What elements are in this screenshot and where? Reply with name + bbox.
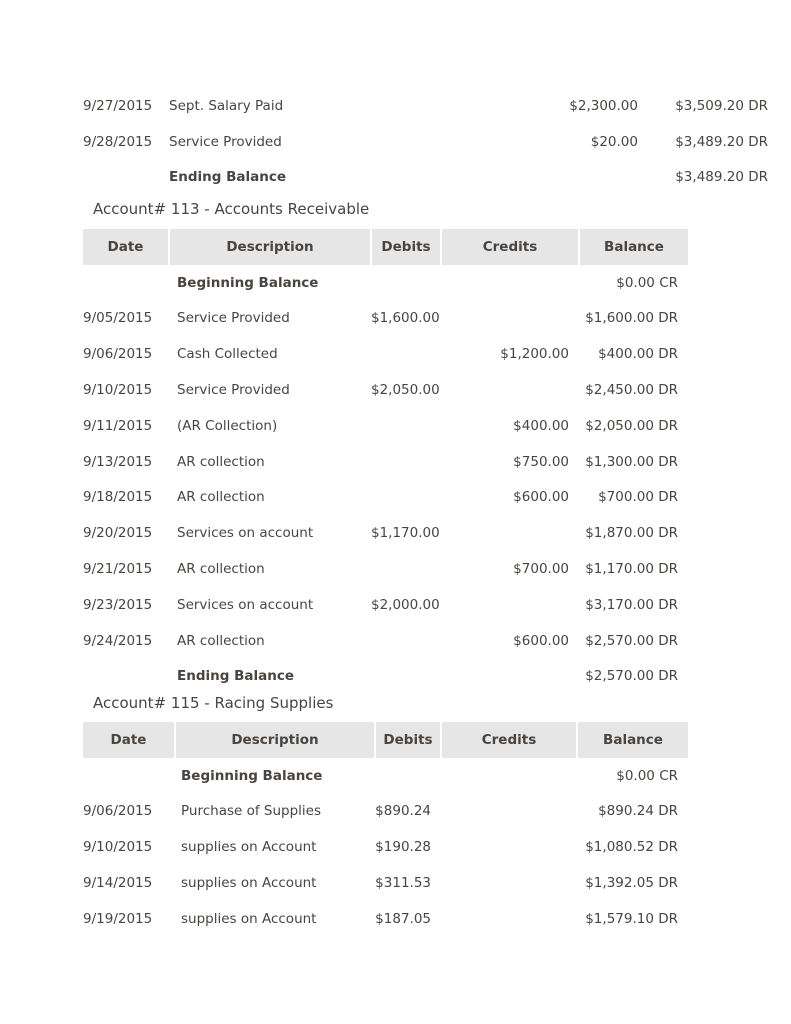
row-balance: $2,570.00 DR	[585, 668, 678, 685]
row-date: 9/06/2015	[83, 803, 153, 820]
table-row	[83, 408, 688, 444]
table-row	[83, 794, 688, 830]
table-row	[83, 480, 688, 516]
row-date: 9/06/2015	[83, 346, 153, 363]
row-balance: $3,489.20 DR	[675, 169, 768, 186]
row-balance: $2,450.00 DR	[585, 382, 678, 399]
table-row	[83, 372, 688, 408]
row-credit	[441, 372, 579, 408]
row-description: Service Provided	[177, 310, 290, 327]
row-debit	[371, 623, 441, 659]
header-date: Date	[83, 229, 169, 265]
row-balance: $1,080.52 DR	[585, 839, 678, 856]
table-row	[83, 587, 688, 623]
header-balance: Balance	[577, 722, 688, 758]
row-balance: $1,170.00 DR	[585, 561, 678, 578]
row-date: 9/14/2015	[83, 875, 153, 892]
row-balance: $2,050.00 DR	[585, 417, 678, 434]
row-date: 9/28/2015	[83, 133, 153, 150]
row-description: supplies on Account	[181, 839, 317, 856]
row-date: 9/11/2015	[83, 417, 153, 434]
row-date: 9/19/2015	[83, 910, 153, 927]
table-header-row	[83, 722, 688, 758]
row-debit	[385, 160, 483, 196]
row-credit	[441, 587, 579, 623]
row-debit	[385, 88, 483, 124]
row-balance: $400.00 DR	[598, 346, 678, 363]
row-balance: $1,300.00 DR	[585, 453, 678, 470]
row-date: 9/27/2015	[83, 97, 153, 114]
row-debit: $890.24	[375, 803, 431, 820]
row-description: AR collection	[177, 453, 265, 470]
row-date: 9/20/2015	[83, 525, 153, 542]
row-debit	[371, 659, 441, 695]
row-balance: $700.00 DR	[598, 489, 678, 506]
table-row	[83, 901, 688, 937]
table-row	[83, 444, 688, 480]
row-credit: $750.00	[513, 453, 569, 470]
row-description: Beginning Balance	[181, 767, 323, 784]
row-date: 9/24/2015	[83, 632, 153, 649]
row-date: 9/10/2015	[83, 839, 153, 856]
table-row	[83, 515, 688, 551]
row-date: 9/05/2015	[83, 310, 153, 327]
account-115-title: Account# 115 - Racing Supplies	[93, 694, 334, 712]
row-credit: $700.00	[513, 561, 569, 578]
header-description: Description	[175, 722, 375, 758]
row-date	[83, 160, 169, 196]
row-credit: $400.00	[513, 417, 569, 434]
row-credit	[441, 301, 579, 337]
table-row	[83, 265, 688, 301]
row-description: Services on account	[177, 525, 314, 542]
row-balance: $1,600.00 DR	[585, 310, 678, 327]
row-description: Ending Balance	[169, 169, 287, 186]
table-row	[83, 551, 688, 587]
account-115-table	[83, 722, 688, 937]
row-debit: $2,000.00	[371, 596, 440, 613]
row-date: 9/23/2015	[83, 596, 153, 613]
table-row	[83, 124, 778, 160]
table-row	[83, 301, 688, 337]
header-description: Description	[169, 229, 371, 265]
row-credit	[441, 794, 577, 830]
row-debit	[371, 265, 441, 301]
row-balance: $0.00 CR	[616, 274, 678, 291]
table-row	[83, 623, 688, 659]
row-description: Services on account	[177, 596, 314, 613]
row-balance: $2,570.00 DR	[585, 632, 678, 649]
table-row	[83, 659, 688, 695]
row-date: 9/21/2015	[83, 561, 153, 578]
row-debit	[375, 758, 441, 794]
row-debit: $311.53	[375, 875, 431, 892]
row-balance: $1,579.10 DR	[585, 910, 678, 927]
row-credit: $2,300.00	[569, 97, 638, 114]
row-balance: $1,870.00 DR	[585, 525, 678, 542]
row-credit	[441, 758, 577, 794]
row-debit	[371, 480, 441, 516]
row-credit	[441, 515, 579, 551]
row-description: supplies on Account	[181, 910, 317, 927]
row-balance: $890.24 DR	[598, 803, 678, 820]
row-description: AR collection	[177, 489, 265, 506]
row-debit: $187.05	[375, 910, 431, 927]
row-date	[83, 758, 175, 794]
row-balance: $3,489.20 DR	[675, 133, 768, 150]
header-date: Date	[83, 722, 175, 758]
row-balance: $3,170.00 DR	[585, 596, 678, 613]
table-row	[83, 336, 688, 372]
table-header-row	[83, 229, 688, 265]
row-debit	[371, 551, 441, 587]
row-credit	[483, 160, 648, 196]
row-debit	[371, 444, 441, 480]
row-credit	[441, 829, 577, 865]
row-description: Beginning Balance	[177, 274, 319, 291]
row-description: AR collection	[177, 561, 265, 578]
row-credit	[441, 865, 577, 901]
row-description: Cash Collected	[177, 346, 278, 363]
row-credit	[441, 659, 579, 695]
row-debit	[385, 124, 483, 160]
row-debit: $190.28	[375, 839, 431, 856]
row-description: Sept. Salary Paid	[169, 97, 284, 114]
row-credit: $20.00	[590, 133, 638, 150]
row-description: Service Provided	[169, 133, 282, 150]
table-row	[83, 829, 688, 865]
row-date	[83, 659, 169, 695]
table-row	[83, 758, 688, 794]
row-balance: $1,392.05 DR	[585, 875, 678, 892]
row-date: 9/18/2015	[83, 489, 153, 506]
account-113-table	[83, 229, 688, 694]
row-credit	[441, 265, 579, 301]
row-debit	[371, 408, 441, 444]
row-credit: $1,200.00	[500, 346, 569, 363]
row-description: AR collection	[177, 632, 265, 649]
row-description: Service Provided	[177, 382, 290, 399]
table-row	[83, 88, 778, 124]
row-description: Ending Balance	[177, 668, 295, 685]
row-debit: $1,600.00	[371, 310, 440, 327]
header-credits: Credits	[441, 229, 579, 265]
previous-account-table	[83, 88, 778, 195]
header-credits: Credits	[441, 722, 577, 758]
row-description: supplies on Account	[181, 875, 317, 892]
row-date: 9/10/2015	[83, 382, 153, 399]
header-balance: Balance	[579, 229, 688, 265]
row-credit: $600.00	[513, 489, 569, 506]
header-debits: Debits	[371, 229, 441, 265]
table-row	[83, 865, 688, 901]
header-debits: Debits	[375, 722, 441, 758]
table-row	[83, 160, 778, 196]
row-date	[83, 265, 169, 301]
row-description: Purchase of Supplies	[181, 803, 322, 820]
account-113-title: Account# 113 - Accounts Receivable	[93, 200, 370, 218]
row-debit	[371, 336, 441, 372]
row-date: 9/13/2015	[83, 453, 153, 470]
row-description: (AR Collection)	[177, 417, 278, 434]
row-credit	[441, 901, 577, 937]
row-credit: $600.00	[513, 632, 569, 649]
row-debit: $1,170.00	[371, 525, 440, 542]
row-balance: $0.00 CR	[616, 767, 678, 784]
row-balance: $3,509.20 DR	[675, 97, 768, 114]
row-debit: $2,050.00	[371, 382, 440, 399]
